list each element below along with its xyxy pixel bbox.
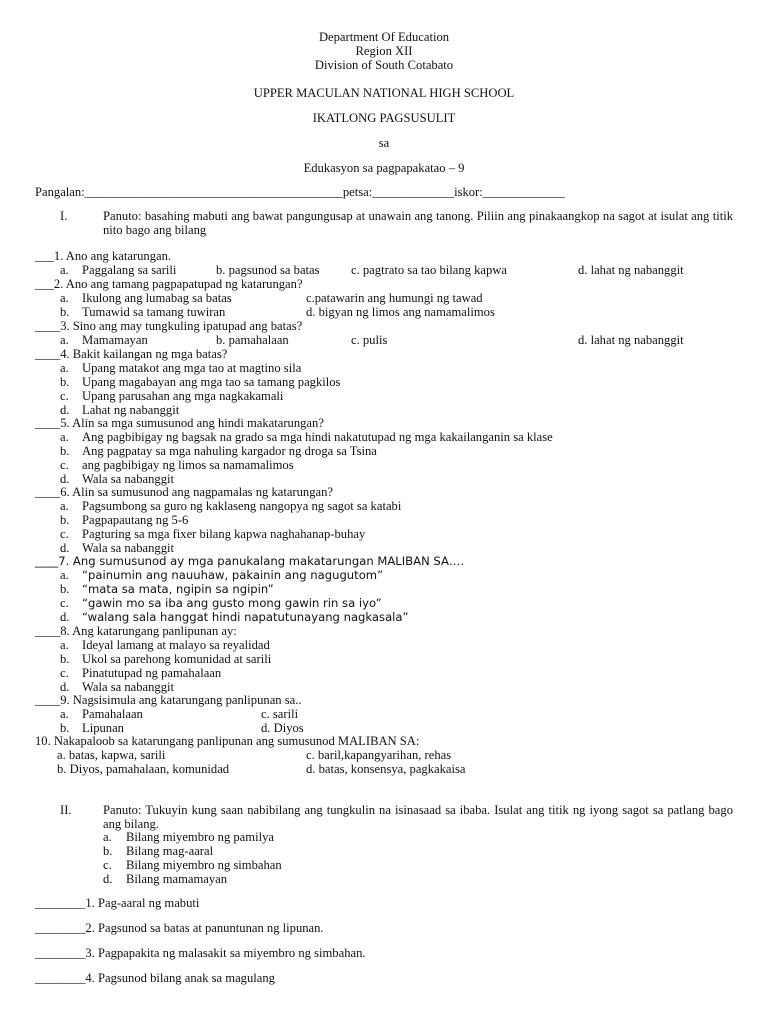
exam-connector: sa	[378, 136, 390, 150]
choice-text: ang pagbibigay ng limos sa namamalimos	[82, 458, 294, 472]
question-6: ____6. Alin sa sumusunod ang nagpamalas ng katarungan?	[35, 485, 333, 499]
option-text: Bilang mag-aaral	[126, 844, 214, 858]
option-text: Bilang mamamayan	[126, 872, 228, 886]
choice-letter: b.	[60, 582, 70, 596]
choice-text: “gawin mo sa iba ang gusto mong gawin rin sa iyo”	[82, 596, 382, 610]
option-text: Bilang miyembro ng pamilya	[126, 830, 274, 844]
choice-letter: c.	[60, 596, 69, 610]
exam-title: IKATLONG PAGSUSULIT	[312, 111, 456, 125]
choice-letter: b.	[60, 652, 70, 666]
choice-text: Pagsumbong sa guro ng kaklaseng nangopya ng sagot sa katabi	[82, 499, 402, 513]
choice-text: c. pagtrato sa tao bilang kapwa	[351, 263, 507, 277]
choice-text: Wala sa nabanggit	[82, 541, 175, 555]
choice-text: Ikulong ang lumabag sa batas	[82, 291, 232, 305]
question-2: ___2. Ano ang tamang pagpapatupad ng katarungan?	[35, 277, 303, 291]
choice-text: Upang magabayan ang mga tao sa tamang pagkilos	[82, 375, 341, 389]
choice-text: Wala sa nabanggit	[82, 680, 175, 694]
option-text: Bilang miyembro ng simbahan	[126, 858, 282, 872]
part2-item-1: ________1. Pag-aaral ng mabuti	[35, 896, 200, 910]
choice-letter: a.	[60, 291, 69, 305]
subject-title: Edukasyon sa pagpapakatao – 9	[303, 161, 465, 175]
school-name: UPPER MACULAN NATIONAL HIGH SCHOOL	[253, 86, 515, 100]
choice-text: Ang pagpatay sa mga nahuling kargador ng droga sa Tsina	[82, 444, 377, 458]
choice-text: d. bigyan ng limos ang namamalimos	[306, 305, 495, 319]
choice-text: Upang matakot ang mga tao at magtino sila	[82, 361, 302, 375]
part2-numeral: II.	[60, 803, 72, 817]
choice-text: b. Diyos, pamahalaan, komunidad	[57, 762, 230, 776]
choice-letter: a.	[60, 430, 69, 444]
option-letter: b.	[103, 844, 113, 858]
question-1: ___1. Ano ang katarungan.	[35, 249, 172, 263]
part2-item-3: ________3. Pagpapakita ng malasakit sa miyembro ng simbahan.	[35, 946, 366, 960]
choice-text: Tumawid sa tamang tuwiran	[82, 305, 226, 319]
question-9: ____9. Nagsisimula ang katarungang panlipunan sa..	[35, 693, 302, 707]
choice-text: Pamahalaan	[82, 707, 143, 721]
choice-text: Pagturing sa mga fixer bilang kapwa naghahanap-buhay	[82, 527, 366, 541]
part2-item-4: ________4. Pagsunod bilang anak sa magulang	[35, 971, 275, 985]
choice-letter: a.	[60, 263, 69, 277]
choice-letter: b.	[60, 721, 70, 735]
question-5: ____5. Alin sa mga sumusunod ang hindi makatarungan?	[35, 416, 324, 430]
question-8: ____8. Ang katarungang panlipunan ay:	[35, 624, 237, 638]
choice-letter: a.	[60, 638, 69, 652]
part2-instructions: Panuto: Tukuyin kung saan nabibilang ang tungkulin na isinasaad sa ibaba. Isulat ang titik ng iyong sagot sa patlang bago ang bilang.	[103, 803, 733, 831]
choice-text: “mata sa mata, ngipin sa ngipin”	[82, 582, 274, 596]
choice-text: d. lahat ng nabanggit	[578, 263, 684, 277]
choice-letter: b.	[60, 375, 70, 389]
choice-letter: a.	[60, 568, 69, 582]
choice-text: Lipunan	[82, 721, 124, 735]
choice-text: d. Diyos	[261, 721, 304, 735]
choice-letter: b.	[60, 444, 70, 458]
choice-letter: d.	[60, 610, 70, 624]
department-name: Department Of Education	[318, 30, 450, 44]
choice-text: Pinatutupad ng pamahalaan	[82, 666, 222, 680]
choice-text: c. baril,kapangyarihan, rehas	[306, 748, 452, 762]
choice-text: b. pagsunod sa batas	[216, 263, 320, 277]
region-name: Region XII	[355, 44, 413, 58]
choice-text: Paggalang sa sarili	[82, 263, 177, 277]
choice-text: Ideyal lamang at malayo sa reyalidad	[82, 638, 270, 652]
option-letter: d.	[103, 872, 113, 886]
choice-text: a. batas, kapwa, sarili	[57, 748, 166, 762]
choice-text: d. lahat ng nabanggit	[578, 333, 684, 347]
choice-letter: d.	[60, 403, 70, 417]
choice-letter: a.	[60, 707, 69, 721]
choice-letter: c.	[60, 527, 69, 541]
choice-text: c.patawarin ang humungi ng tawad	[306, 291, 483, 305]
question-3: ____3. Sino ang may tungkuling ipatupad ang batas?	[35, 319, 303, 333]
choice-text: Upang parusahan ang mga nagkakamali	[82, 389, 284, 403]
part1-instructions: Panuto: basahing mabuti ang bawat pangungusap at unawain ang tanong. Piliin ang pinakaangkop na sagot at isulat ang titik nito bago ang bilang	[103, 209, 733, 237]
choice-text: Wala sa nabanggit	[82, 472, 175, 486]
part1-numeral: I.	[60, 209, 68, 223]
choice-letter: a.	[60, 499, 69, 513]
choice-letter: c.	[60, 666, 69, 680]
choice-letter: d.	[60, 472, 70, 486]
choice-text: Pagpapautang ng 5-6	[82, 513, 189, 527]
choice-text: Ukol sa parehong komunidad at sarili	[82, 652, 272, 666]
option-letter: c.	[103, 858, 112, 872]
question-10: 10. Nakapaloob sa katarungang panlipunan ang sumusunod MALIBAN SA:	[35, 734, 420, 748]
option-letter: a.	[103, 830, 112, 844]
division-name: Division of South Cotabato	[314, 58, 454, 72]
choice-text: “painumin ang nauuhaw, pakainin ang nagugutom”	[82, 568, 384, 582]
choice-text: Lahat ng nabanggit	[82, 403, 180, 417]
choice-letter: d.	[60, 541, 70, 555]
part2-item-2: ________2. Pagsunod sa batas at panuntunan ng lipunan.	[35, 921, 324, 935]
choice-text: c. pulis	[351, 333, 388, 347]
choice-text: b. pamahalaan	[216, 333, 289, 347]
choice-text: Mamamayan	[82, 333, 148, 347]
choice-letter: b.	[60, 305, 70, 319]
choice-text: c. sarili	[261, 707, 299, 721]
choice-letter: b.	[60, 513, 70, 527]
question-4: ____4. Bakit kailangan ng mga batas?	[35, 347, 228, 361]
choice-letter: c.	[60, 458, 69, 472]
choice-letter: c.	[60, 389, 69, 403]
student-info-line: Pangalan:_________________________________________petsa:_____________iskor:_____________	[35, 185, 565, 199]
choice-text: “walang sala hanggat hindi napatutunayang nagkasala”	[82, 610, 409, 624]
choice-letter: d.	[60, 680, 70, 694]
choice-text: Ang pagbibigay ng bagsak na grado sa mga hindi nakatutupad ng mga kakailanganin sa klase	[82, 430, 553, 444]
choice-text: d. batas, konsensya, pagkakaisa	[306, 762, 466, 776]
choice-letter: a.	[60, 333, 69, 347]
question-7: ____7. Ang sumusunod ay mga panukalang makatarungan MALIBAN SA….	[35, 554, 465, 568]
choice-letter: a.	[60, 361, 69, 375]
